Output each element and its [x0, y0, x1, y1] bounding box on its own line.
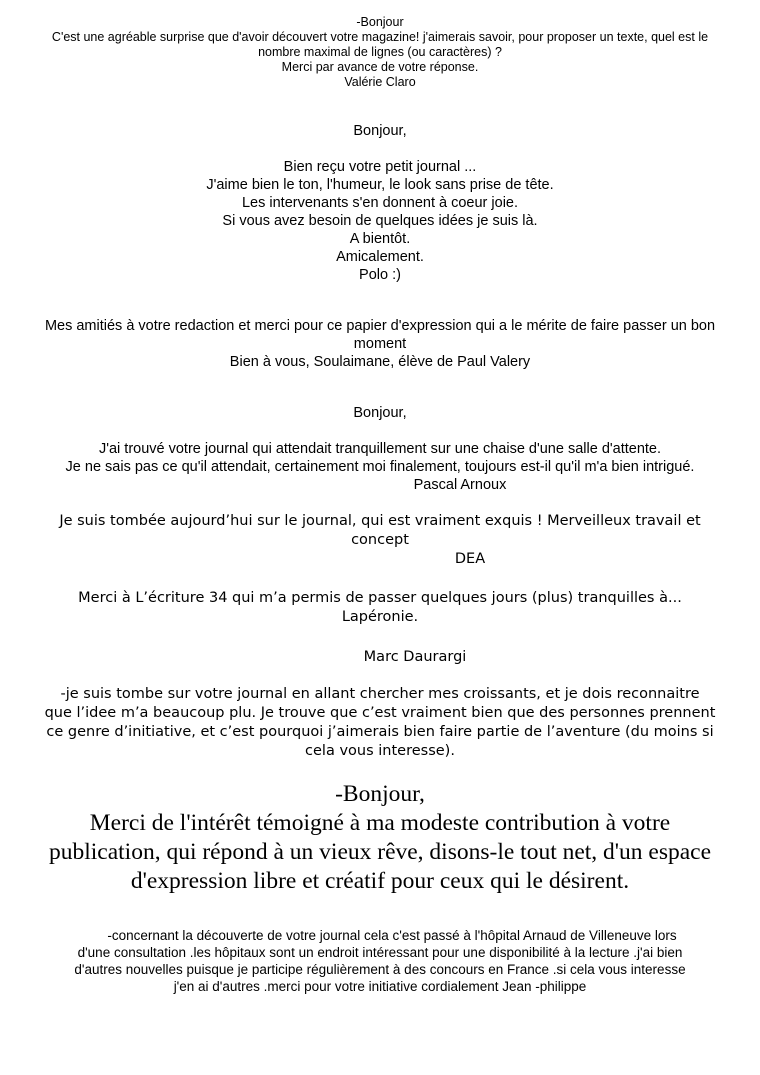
letter-signature: Polo :) — [359, 267, 401, 283]
letter-line: Merci par avance de votre réponse. — [281, 60, 479, 74]
letter-line: cela vous interesse). — [305, 743, 455, 759]
letter-greeting: Bonjour, — [353, 405, 407, 421]
letter-line: -je suis tombe sur votre journal en allant chercher mes croissants, et je dois reconnaitre — [60, 686, 700, 702]
letter-signature: Valérie Claro — [344, 75, 416, 89]
letter-line: d'une consultation .les hôpitaux sont un endroit intéressant pour une disponibilité à la lecture .j'ai bien — [77, 945, 683, 960]
letter-greeting: -Bonjour, — [335, 781, 425, 807]
letter-greeting: Bonjour, — [353, 123, 407, 139]
letter-line: Merci à L’écriture 34 qui m’a permis de passer quelques jours (plus) tranquilles à... — [78, 590, 682, 606]
letter-line: J'ai trouvé votre journal qui attendait tranquillement sur une chaise d'une salle d'attente. — [98, 441, 662, 457]
letter-line: Bien reçu votre petit journal ... — [283, 159, 477, 175]
letter-pascal-arnoux — [0, 404, 760, 494]
letter-line: Je ne sais pas ce qu'il attendait, certainement moi finalement, toujours est-il qu'il m'a bien intrigué. — [65, 459, 695, 475]
letter-jean-philippe — [0, 927, 760, 995]
letter-polo — [0, 122, 760, 284]
letter-line: d'expression libre et créatif pour ceux qui le désirent. — [130, 868, 630, 894]
letter-signature: Bien à vous, Soulaimane, élève de Paul Valery — [229, 354, 531, 370]
letter-spacer — [0, 140, 760, 158]
letter-line: Je suis tombée aujourd’hui sur le journal, qui est vraiment exquis ! Merveilleux travail et — [59, 513, 701, 529]
letter-line: j'en ai d'autres .merci pour votre initiative cordialement Jean -philippe — [173, 979, 587, 994]
letter-signature: Pascal Arnoux — [413, 477, 507, 493]
letter-line: que l’idee m’a beaucoup plu. Je trouve que c’est vraiment bien que des personnes prennent — [44, 705, 716, 721]
letter-line: Lapéronie. — [341, 609, 419, 625]
letter-serif-bonjour — [0, 780, 760, 896]
letter-soulaimane — [0, 317, 760, 371]
letter-laperonie — [0, 589, 760, 627]
letter-croissants — [0, 685, 760, 761]
letter-line: Les intervenants s'en donnent à coeur joie. — [241, 195, 519, 211]
letter-line: nombre maximal de lignes (ou caractères) ? — [258, 45, 502, 59]
letter-line: moment — [353, 336, 407, 352]
letter-line: concept — [351, 532, 409, 548]
letter-line: C'est une agréable surprise que d'avoir découvert votre magazine! j'aimerais savoir, pour proposer un texte, quel est le — [51, 30, 709, 44]
letter-signature: DEA — [454, 551, 486, 567]
letter-line: Si vous avez besoin de quelques idées je suis là. — [222, 213, 538, 229]
letter-line: Merci de l'intérêt témoigné à ma modeste contribution à votre — [89, 810, 671, 836]
letter-signature: Marc Daurargi — [363, 649, 467, 665]
letter-line: ce genre d’initiative, et c’est pourquoi j’aimerais bien faire partie de l’aventure (du moins si — [46, 724, 714, 740]
letter-line: d'autres nouvelles puisque je participe régulièrement à des concours en France .si cela vous interesse — [74, 962, 686, 977]
letter-spacer — [0, 422, 760, 440]
letter-valerie-claro — [0, 15, 760, 90]
letter-line: J'aime bien le ton, l'humeur, le look sans prise de tête. — [206, 177, 554, 193]
letter-line: Mes amitiés à votre redaction et merci pour ce papier d'expression qui a le mérite de faire passer un bon — [44, 318, 716, 334]
letter-marc-daurargi — [0, 648, 760, 667]
letter-line: -concernant la découverte de votre journal cela c'est passé à l'hôpital Arnaud de Villeneuve lors — [107, 928, 677, 943]
letter-line: A bientôt. — [349, 231, 411, 247]
letter-line: Amicalement. — [336, 249, 424, 265]
letter-dea — [0, 512, 760, 569]
letter-line: -Bonjour — [356, 15, 404, 29]
letter-line: publication, qui répond à un vieux rêve, disons-le tout net, d'un espace — [48, 839, 712, 865]
